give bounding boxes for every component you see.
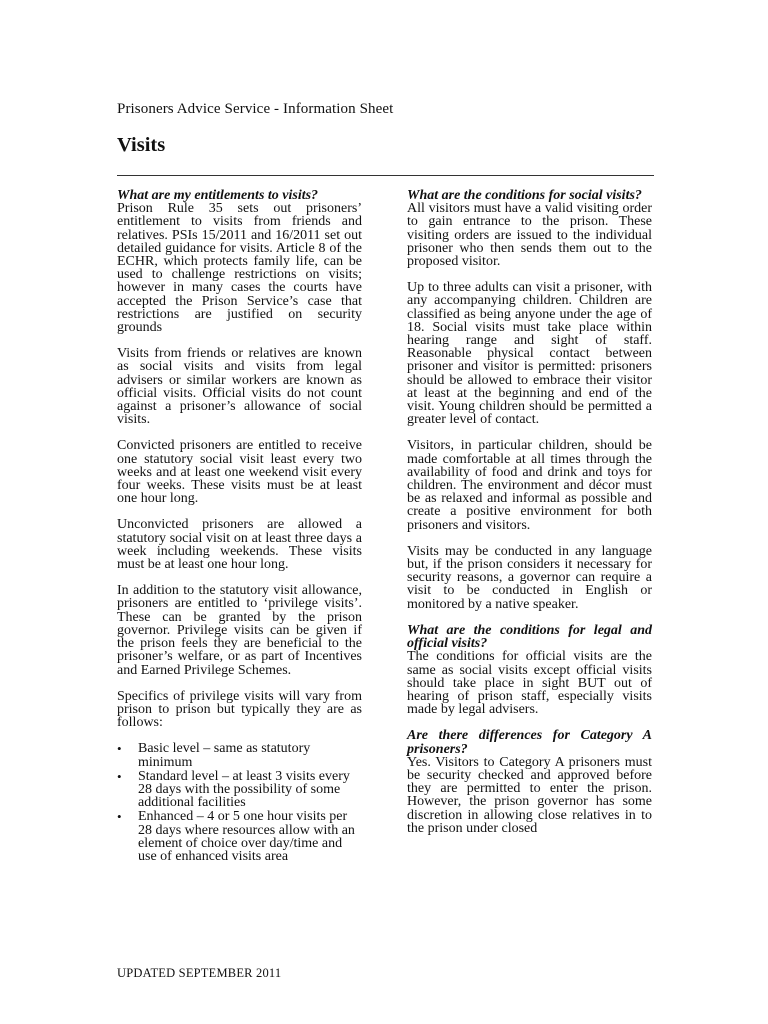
sheet-header: Prisoners Advice Service - Information Sheet — [117, 101, 394, 117]
paragraph: Unconvicted prisoners are allowed a statutory social visit on at least three days a week including weekends. These visits must be at least one hour long. — [117, 517, 362, 573]
page-footer: UPDATED SEPTEMBER 2011 — [117, 966, 282, 980]
list-item — [117, 742, 362, 768]
paragraph: In addition to the statutory visit allowance, prisoners are entitled to ‘privilege visits’. These can be granted by the prison governor. Privilege visits can be given if the prison feels they are beneficial to the prisoner’s welfare, or as part of Incentives and Earned Privilege Schemes. — [117, 583, 362, 678]
paragraph: Prison Rule 35 sets out prisoners’ entitlement to visits from friends and relatives. PSIs 15/2011 and 16/2011 set out detailed guidance for visits. Article 8 of the ECHR, which protects family life, can be used to challenge restrictions on visits; however in many cases the courts have accepted the Prison Service’s case that restrictions are justified on security grounds — [117, 201, 362, 336]
bullet-icon: • — [117, 809, 122, 825]
paragraph: The conditions for official visits are the same as social visits except official visits should take place in sight BUT out of hearing of prison staff, especially visits made by legal advisers. — [407, 649, 652, 718]
paragraph: Visits from friends or relatives are known as social visits and visits from legal advisers or similar workers are known as official visits. Official visits do not count against a prisoner’s allowance of social visits. — [117, 346, 362, 428]
list-item — [117, 810, 362, 863]
paragraph: Yes. Visitors to Category A prisoners must be security checked and approved before they are permitted to enter the prison. However, the prison governor has some discretion in allowing close relatives in to the prison under closed — [407, 754, 652, 836]
list-item — [117, 770, 362, 810]
section-heading-social-visits: What are the conditions for social visits? — [407, 188, 642, 203]
section-heading-category-a: Are there differences for Category A prisoners? — [407, 728, 652, 757]
page-title: Visits — [117, 134, 166, 156]
list-item-text: Enhanced – 4 or 5 one hour visits per 28 days where resources allow with an element of choice over day/time and use of enhanced visits area — [138, 809, 355, 864]
paragraph: Specifics of privilege visits will vary from prison to prison but typically they are as follows: — [117, 688, 362, 731]
paragraph: Convicted prisoners are entitled to receive one statutory social visit least every two weeks and at least one weekend visit every four weeks. These visits must be at least one hour long. — [117, 438, 362, 507]
bullet-icon: • — [117, 741, 122, 757]
paragraph: All visitors must have a valid visiting order to gain entrance to the prison. These visiting orders are issued to the individual prisoner who then sends them out to the proposed visitor. — [407, 201, 652, 270]
list-item-text: Basic level – same as statutory minimum — [138, 741, 311, 770]
paragraph: Up to three adults can visit a prisoner, with any accompanying children. Children are classified as being anyone under the age of 18. Social visits must take place within hearing range and sight of staff. Reasonable physical contact between prisoner and visitor is permitted: prisoners should be allowed to embrace their visitor at least at the beginning and end of the visit. Young children should be permitted a greater level of contact. — [407, 280, 652, 428]
list-item-text: Standard level – at least 3 visits every 28 days with the possibility of some additional facilities — [138, 768, 350, 811]
title-divider — [117, 175, 654, 176]
section-heading-legal-visits: What are the conditions for legal and official visits? — [407, 622, 652, 652]
privilege-levels-list — [117, 742, 362, 863]
paragraph: Visits may be conducted in any language but, if the prison considers it necessary for security reasons, a governor can require a visit to be conducted in English or monitored by a native speaker. — [407, 543, 652, 612]
left-column — [117, 189, 362, 864]
bullet-icon: • — [117, 768, 122, 784]
right-column — [407, 189, 652, 848]
paragraph: Visitors, in particular children, should be made comfortable at all times through the availability of food and drink and toys for children. The environment and décor must be as relaxed and informal as possible and create a positive environment for both prisoners and visitors. — [407, 438, 652, 533]
section-heading-entitlements: What are my entitlements to visits? — [117, 188, 319, 203]
